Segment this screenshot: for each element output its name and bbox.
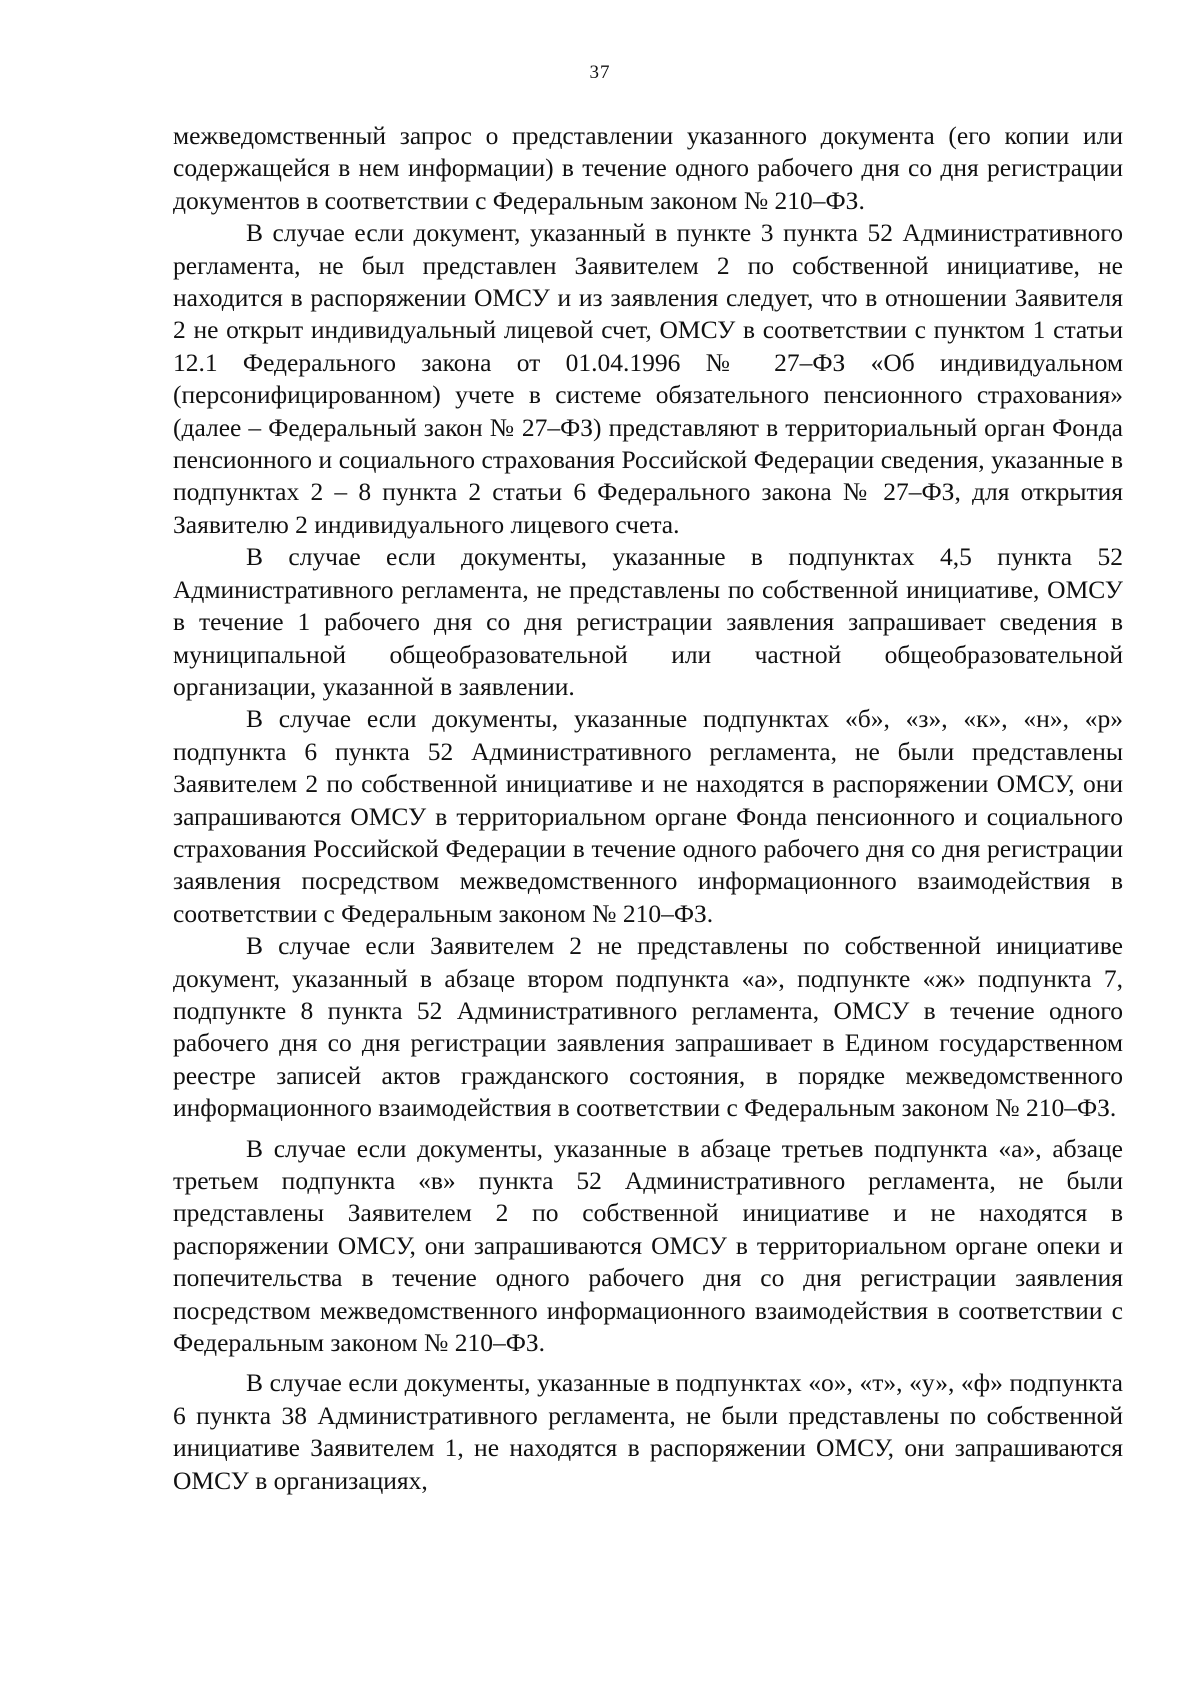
paragraph-civil-registry-request: В случае если Заявителем 2 не представлены по собственной инициативе документ, указанный в абзаце втором подпункта «а», подпункте «ж» подпункта 7, подпункте 8 пункта 52 Административного регламента, ОМСУ в течение одного рабочего дня со дня регистрации заявления запрашивает в Едином государственном реестре записей актов гражданского состояния, в порядке межведомственного информационного взаимодействия в соответствии с Федеральным законом № 210–ФЗ. (173, 931, 1123, 1123)
paragraph-organizations-request: В случае если документы, указанные в подпунктах «о», «т», «у», «ф» подпункта 6 пункта 38 Административного регламента, не были представлены по собственной инициативе Заявителем 1, не находятся в распоряжении ОМСУ, они запрашиваются ОМСУ в организациях, (173, 1368, 1123, 1495)
paragraph-personal-account: В случае если документ, указанный в пункте 3 пункта 52 Административного регламента, не был представлен Заявителем 2 по собственной инициативе, не находится в распоряжении ОМСУ и из заявления следует, что в отношении Заявителя 2 не открыт индивидуальный лицевой счет, ОМСУ в соответствии с пунктом 1 статьи 12.1 Федерального закона от 01.04.1996 № 27–ФЗ «Об индивидуальном (персонифицированном) учете в системе обязательного пенсионного страхования» (далее – Федеральный закон № 27–ФЗ) представляют в территориальный орган Фонда пенсионного и социального страхования Российской Федерации сведения, указанные в подпунктах 2 – 8 пункта 2 статьи 6 Федерального закона № 27–ФЗ, для открытия Заявителю 2 индивидуального лицевого счета. (173, 218, 1123, 539)
page-number: 37 (589, 62, 611, 83)
paragraph-school-records: В случае если документы, указанные в подпунктах 4,5 пункта 52 Административного регламента, не представлены по собственной инициативе, ОМСУ в течение 1 рабочего дня со дня регистрации заявления запрашивает сведения в муниципальной общеобразовательной или частной общеобразовательной организации, указанной в заявлении. (173, 542, 1123, 701)
document-body (173, 120, 1123, 1497)
paragraph-continuation: межведомственный запрос о представлении указанного документа (его копии или содержащейся в нем информации) в течение одного рабочего дня со дня регистрации документов в соответствии с Федеральным законом № 210–ФЗ. (173, 121, 1123, 215)
paragraph-guardianship-request: В случае если документы, указанные в абзаце третьев подпункта «а», абзаце третьем подпункта «в» пункта 52 Административного регламента, не были представлены Заявителем 2 по собственной инициативе и не находятся в распоряжении ОМСУ, они запрашиваются ОМСУ в территориальном органе опеки и попечительства в течение одного рабочего дня со дня регистрации заявления посредством межведомственного информационного взаимодействия в соответствии с Федеральным законом № 210–ФЗ. (173, 1133, 1123, 1358)
paragraph-pension-fund-request: В случае если документы, указанные подпунктах «б», «з», «к», «н», «р» подпункта 6 пункта 52 Административного регламента, не были представлены Заявителем 2 по собственной инициативе и не находятся в распоряжении ОМСУ, они запрашиваются ОМСУ в территориальном органе Фонда пенсионного и социального страхования Российской Федерации в течение одного рабочего дня со дня регистрации заявления посредством межведомственного информационного взаимодействия в соответствии с Федеральным законом № 210–ФЗ. (173, 704, 1123, 928)
